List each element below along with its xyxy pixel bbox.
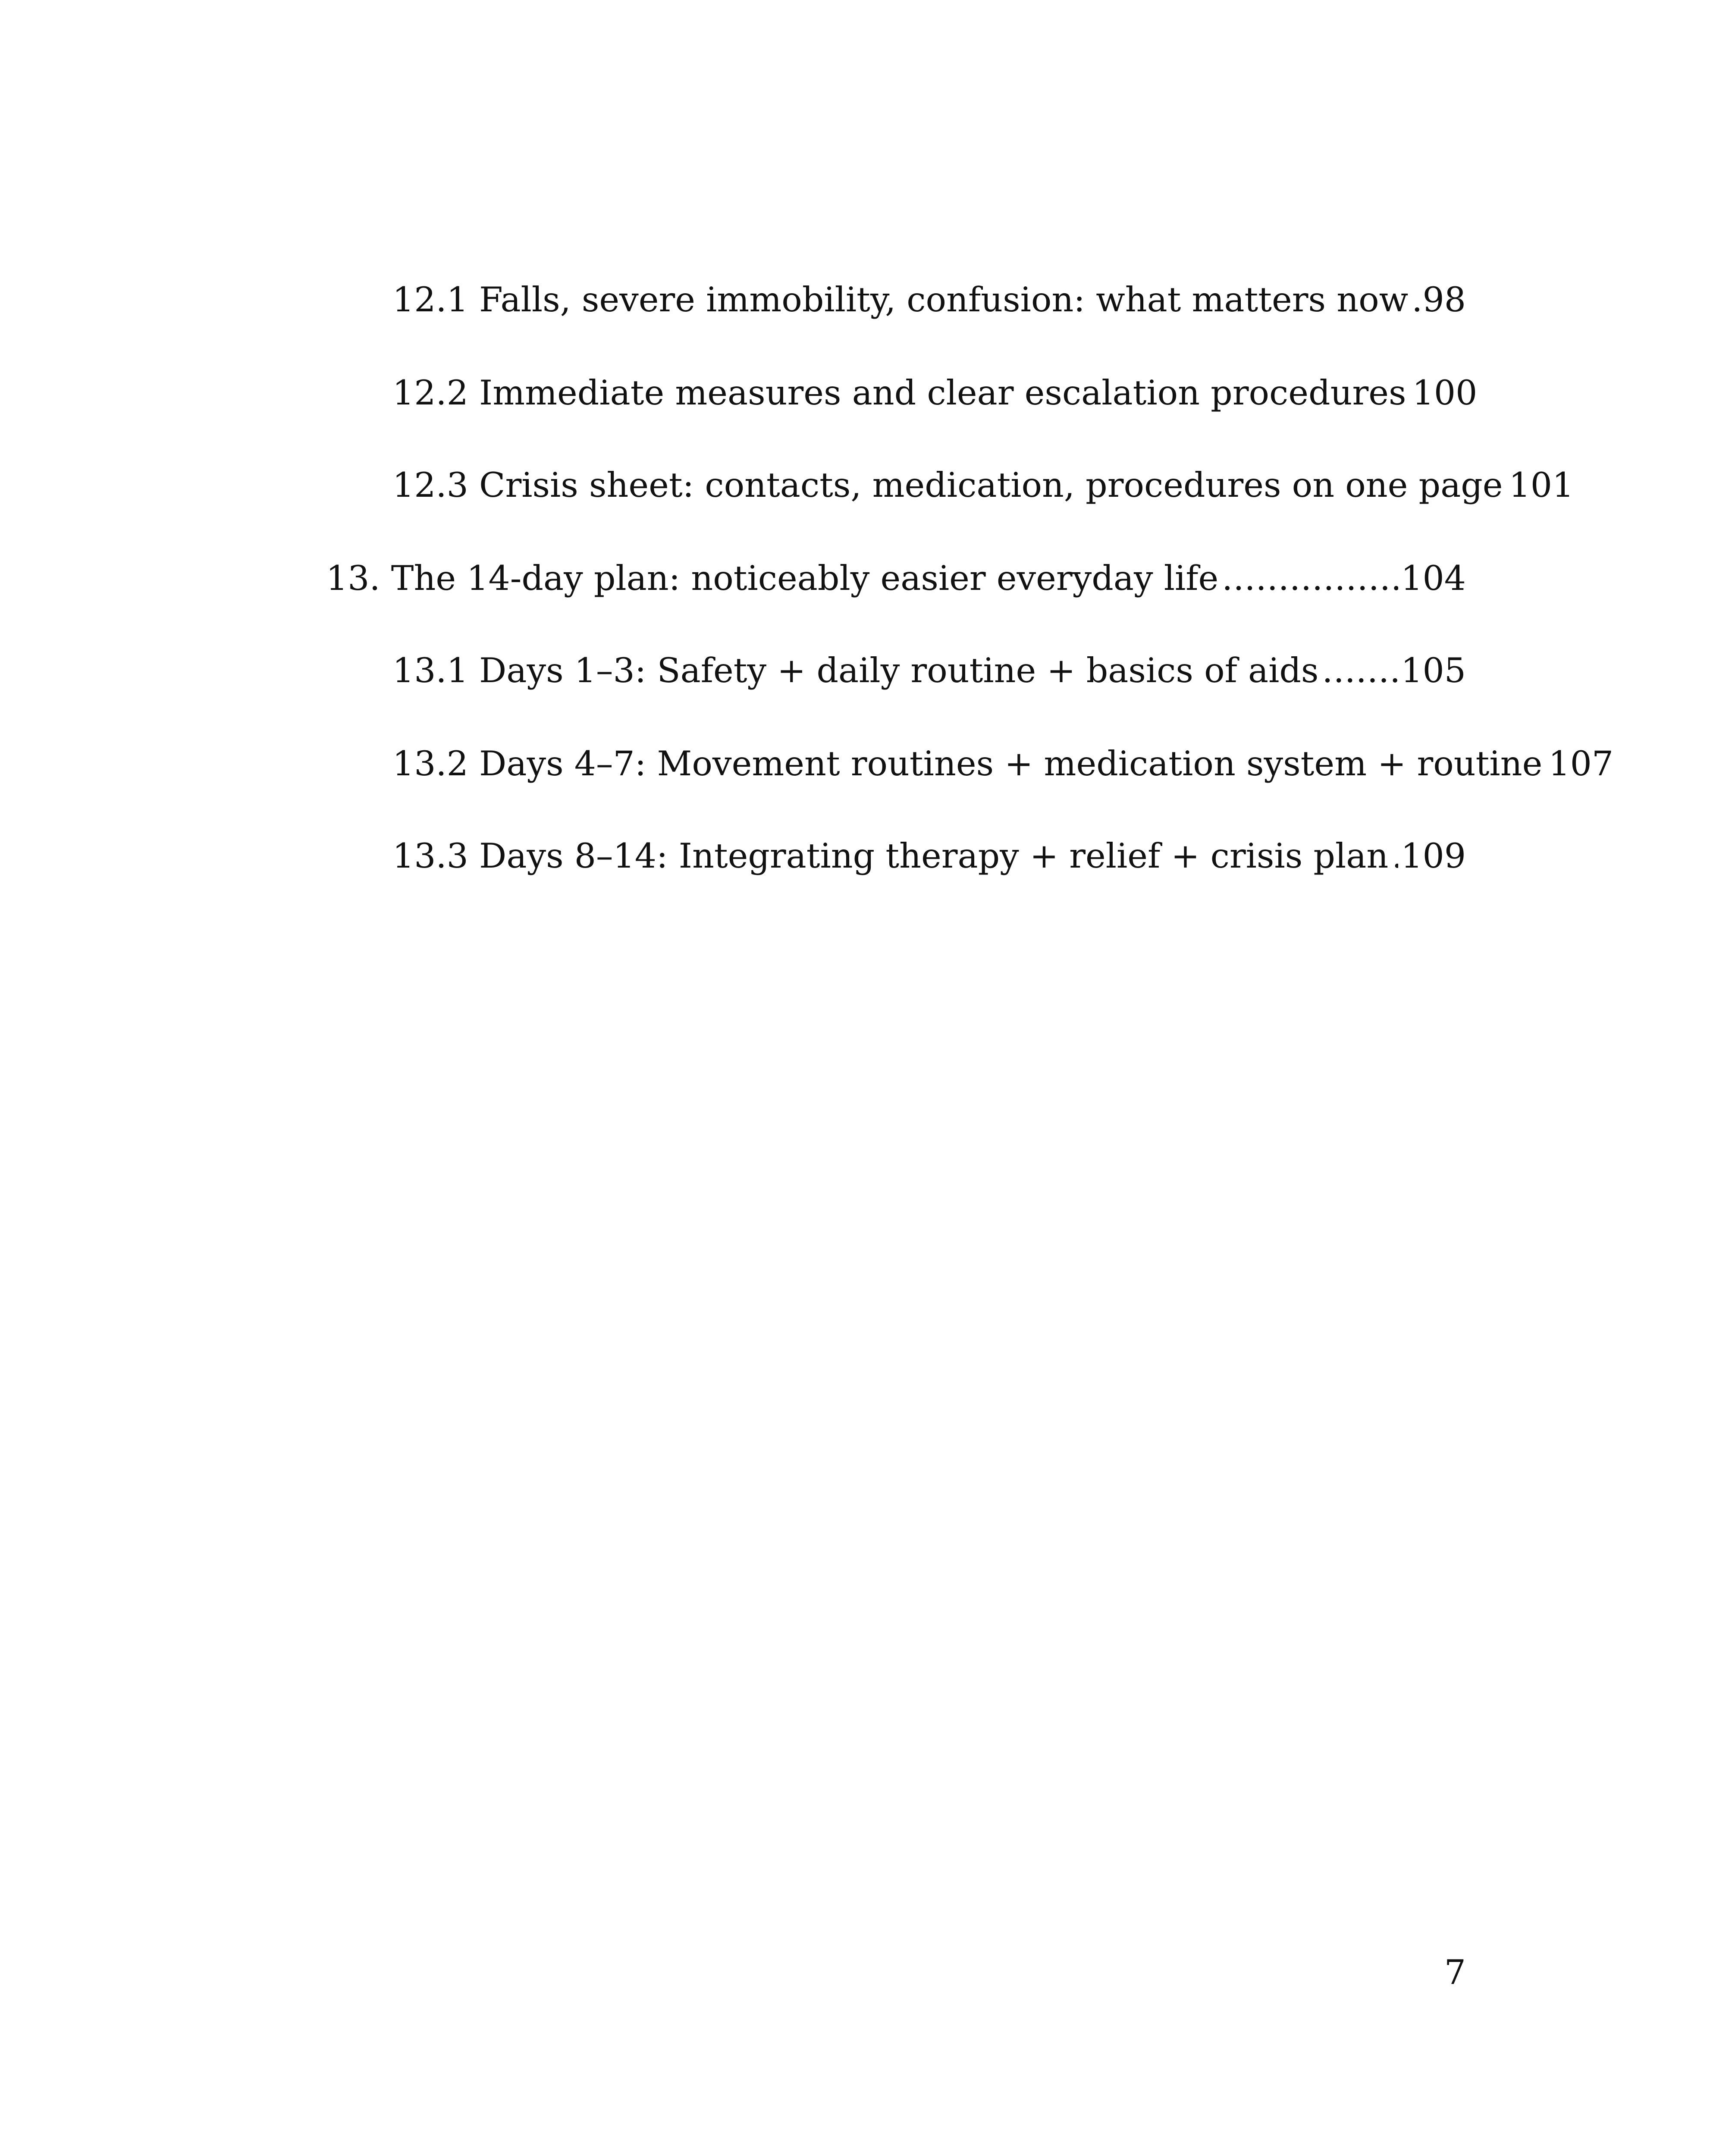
toc-entry-13-1[interactable] bbox=[392, 649, 1466, 701]
toc-entry-page-number: 107 bbox=[1548, 744, 1614, 783]
toc-entry-13[interactable] bbox=[326, 557, 1466, 609]
toc-dot-leader bbox=[1322, 649, 1398, 692]
toc-entry-title: 12.3 Crisis sheet: contacts, medication, procedures on one page bbox=[392, 465, 1503, 505]
toc-entry-page-number: 105 bbox=[1401, 651, 1466, 690]
toc-entry-page-number: 98 bbox=[1422, 280, 1466, 320]
toc-entry-page-number: 109 bbox=[1401, 836, 1466, 876]
toc-dot-leader bbox=[1222, 557, 1398, 600]
toc-entry-12-1[interactable] bbox=[392, 279, 1466, 330]
toc-entry-13-2[interactable] bbox=[392, 743, 1614, 794]
toc-entry-title: 12.1 Falls, severe immobility, confusion: what matters now bbox=[392, 280, 1409, 320]
toc-entry-title: 13.1 Days 1–3: Safety + daily routine + basics of aids bbox=[392, 651, 1319, 690]
toc-dot-leader bbox=[1392, 835, 1398, 877]
toc-entry-title: 12.2 Immediate measures and clear escalation procedures bbox=[392, 373, 1406, 413]
toc-entry-12-3[interactable] bbox=[392, 464, 1574, 516]
toc-dot-leader bbox=[1412, 279, 1420, 321]
toc-entry-13-3[interactable] bbox=[392, 835, 1466, 887]
toc-entry-12-2[interactable] bbox=[392, 372, 1478, 423]
page-number: 7 bbox=[1444, 1952, 1466, 1992]
toc-entry-page-number: 100 bbox=[1412, 373, 1478, 413]
toc-entry-page-number: 101 bbox=[1509, 465, 1574, 505]
toc-entry-title: 13.2 Days 4–7: Movement routines + medication system + routine bbox=[392, 744, 1543, 783]
toc-entry-page-number: 104 bbox=[1401, 558, 1466, 598]
toc-entry-title: 13.3 Days 8–14: Integrating therapy + relief + crisis plan bbox=[392, 836, 1389, 876]
toc-entry-title: 13. The 14-day plan: noticeably easier everyday life bbox=[326, 558, 1219, 598]
